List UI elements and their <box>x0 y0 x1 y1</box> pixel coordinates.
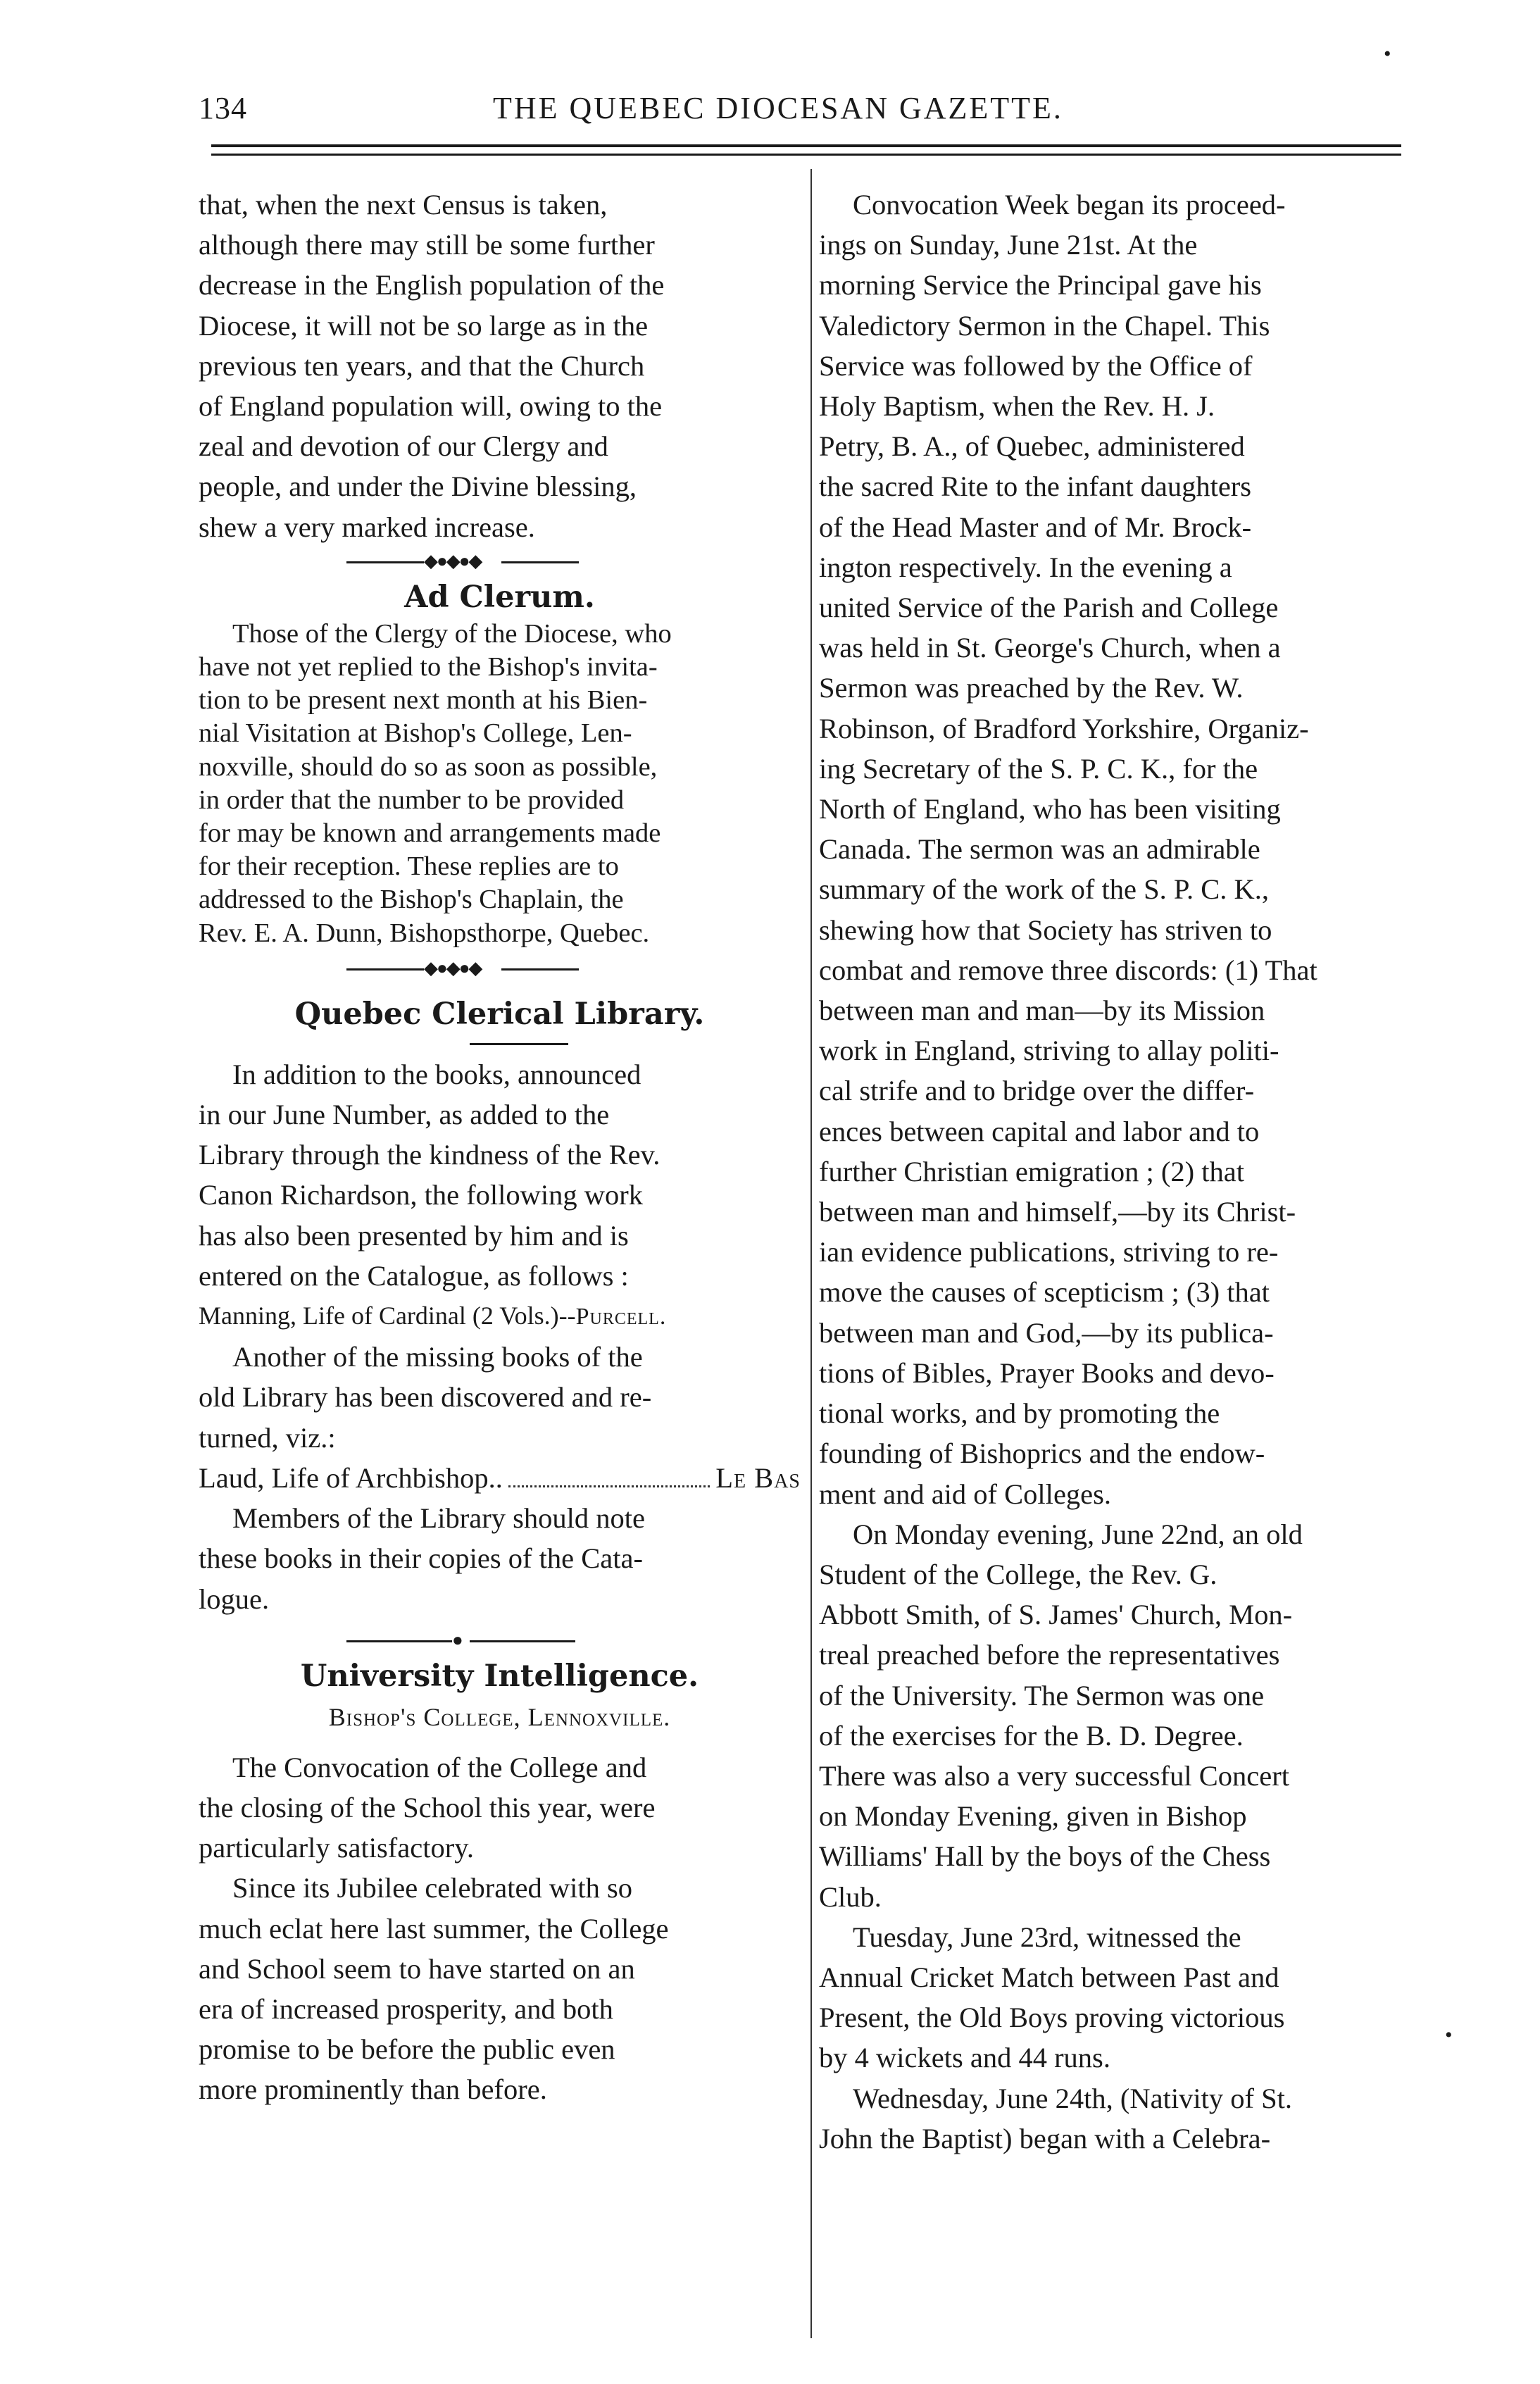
university-subheading: Bishop's College, Lennoxville. <box>328 1702 671 1731</box>
stray-mark: • <box>1384 42 1391 65</box>
university-paragraph-1: The Convocation of the College and the closing of the School this year, were particularly satisfactory. <box>199 1751 656 1864</box>
short-rule <box>199 1035 801 1054</box>
wednesday-paragraph: Wednesday, June 24th, (Nativity of St. John the Baptist) began with a Celebra- <box>819 2082 1293 2154</box>
library-paragraph-3: Members of the Library should note these books in their copies of the Cata- logue. <box>199 1502 645 1615</box>
header-rule-thin <box>211 154 1401 156</box>
stray-mark: • <box>1445 2023 1453 2047</box>
library-heading: Quebec Clerical Library. <box>294 996 705 1032</box>
ad-clerum-paragraph: Those of the Clergy of the Diocese, who have not yet replied to the Bishop's invita- tion to be present next month at his Bien- nial Visitation at Bishop's College, Len- noxville, should do so as soon as possible, in order that the number to be provided for may be known and arrangements made for their reception. These replies are to addressed to the Bishop's Chaplain, the Rev. E. A. Dunn, Bishopsthorpe, Quebec. <box>199 618 672 948</box>
right-column <box>819 185 1421 2159</box>
section-ornament: ● <box>199 1626 801 1656</box>
running-title: THE QUEBEC DIOCESAN GAZETTE. <box>493 91 1063 125</box>
university-paragraph-2: Since its Jubilee celebrated with so much eclat here last summer, the College and School seem to have started on an era of increased prosperity, and both promise to be before the public even more prominently than before. <box>199 1872 669 2106</box>
header-rule <box>211 144 1401 147</box>
section-ornament: ◆●◆●◆ <box>199 954 801 984</box>
library-paragraph-1: In addition to the books, announced in our June Number, as added to the Library through the kindness of the Rev. Canon Richardson, the following work has also been presented by him and is entered on the Catalogue, as follows : <box>199 1058 661 1292</box>
library-paragraph-2: Another of the missing books of the old Library has been discovered and re- turned, viz.: <box>199 1341 652 1454</box>
section-ornament: ◆●◆●◆ <box>199 547 801 577</box>
university-heading: University Intelligence. <box>300 1658 699 1694</box>
tuesday-paragraph: Tuesday, June 23rd, witnessed the Annual Cricket Match between Past and Present, the Old Boys proving victorious by 4 wickets and 44 runs. <box>819 1921 1285 2074</box>
convocation-paragraph: Convocation Week began its proceed- ings on Sunday, June 21st. At the morning Service the Principal gave his Valedictory Sermon in the Chapel. This Service was followed by the Office of Holy Baptism, when the Rev. H. J. Petry, B. A., of Quebec, administered the sacred Rite to the infant daughters of the Head Master and of Mr. Brock- ington respectively. In the evening a united Service of the Parish and College was held in St. George's Church, when a Sermon was preached by the Rev. W. Robinson, of Bradford Yorkshire, Organiz- ing Secretary of the S. P. C. K., for the North of England, who has been visiting Canada. The sermon was an admirable summary of the work of the S. P. C. K., shewing how that Society has striven to combat and remove three discords: (1) That between man and man—by its Mission work in England, striving to allay politi- cal strife and to bridge over the differ- ences between capital and labor and to further Christian emigration ; (2) that between man and himself,—by its Christ- ian evidence publications, striving to re- move the causes of scepticism ; (3) that between man and God,—by its publica- tions of Bibles, Prayer Books and devo- tional works, and by promoting the founding of Bishoprics and the endow- ment and aid of Colleges. <box>819 189 1317 1510</box>
catalogue-entry-manning: Manning, Life of Cardinal (2 Vols.)--Purcell. <box>199 1302 667 1330</box>
catalogue-entry-laud: Laud, Life of Archbishop.. Le Bas <box>199 1461 801 1494</box>
column-divider <box>810 169 812 2338</box>
ad-clerum-heading: Ad Clerum. <box>404 579 595 615</box>
left-column <box>199 185 801 2110</box>
monday-paragraph: On Monday evening, June 22nd, an old Student of the College, the Rev. G. Abbott Smith, of S. James' Church, Mon- treal preached before the representatives of the University. The Sermon was one of the exercises for the B. D. Degree. There was also a very successful Concert on Monday Evening, given in Bishop Williams' Hall by the boys of the Chess Club. <box>819 1518 1303 1913</box>
page-number: 134 <box>199 91 247 125</box>
intro-paragraph: that, when the next Census is taken, although there may still be some further decrease in the English population of the Diocese, it will not be so large as in the previous ten years, and that the Church of England population will, owing to the zeal and devotion of our Clergy and people, and under the Divine blessing, shew a very marked increase. <box>199 189 665 543</box>
